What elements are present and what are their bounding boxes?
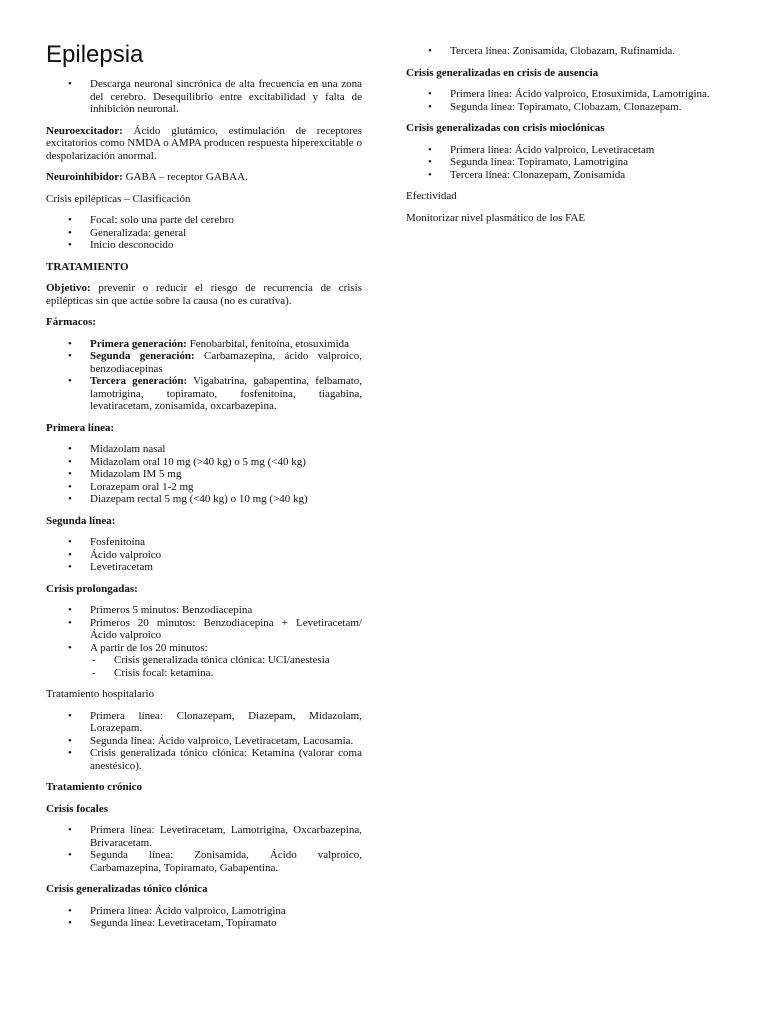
neuroinhibidor-paragraph: Neuroinhibidor: GABA – receptor GABAA.	[46, 171, 248, 183]
hospitalario-list	[46, 710, 362, 773]
objetivo-paragraph: Objetivo: prevenir o reducir el riesgo de recurrencia de crisis epilépticas sin que actúe sobre la causa (no es curativa).	[46, 282, 362, 307]
intro-list	[46, 78, 362, 116]
left-column	[46, 78, 362, 939]
list-item: • Primera generación: Fenobarbital, fenitoína, etosuximida	[90, 338, 362, 351]
list-item: • Tercera línea: Clonazepam, Zonisamida	[450, 169, 722, 182]
farmacos-list	[46, 338, 362, 413]
prolongadas-sublist	[90, 654, 362, 679]
segunda-linea-list	[46, 536, 362, 574]
list-item: • Fosfenitoína	[90, 536, 362, 549]
focales-list	[46, 824, 362, 874]
list-item: • Midazolam IM 5 mg	[90, 468, 362, 481]
list-item: • Primeros 20 minutos: Benzodiacepina + Levetiracetam/Ácido valproico	[90, 617, 362, 642]
mioclonicas-list	[406, 144, 722, 182]
list-item: • Generalizada: general	[90, 227, 362, 240]
tratamiento-heading: TRATAMIENTO	[46, 260, 129, 273]
monitorizar-text: Monitorizar nivel plasmático de los FAE	[406, 211, 586, 224]
efectividad-text: Efectividad	[406, 190, 457, 202]
prolongadas-heading: Crisis prolongadas:	[46, 582, 138, 595]
list-item: • A partir de los 20 minutos: - Crisis generalizada tónica clónica: UCI/anestesia - Crisis focal: ketamina.	[90, 642, 362, 680]
neuroexcitador-paragraph: Neuroexcitador: Ácido glutámico, estimulación de receptores excitatorios como NMDA o AMPA producen respuesta hiperexcitable o despolarización anormal.	[46, 124, 362, 162]
primera-linea-list	[46, 443, 362, 506]
segunda-linea-heading: Segunda línea:	[46, 514, 116, 527]
list-subitem: - Crisis generalizada tónica clónica: UCI/anestesia	[114, 654, 362, 667]
list-item: • Primeros 5 minutos: Benzodiacepina	[90, 604, 362, 617]
list-item: • Segunda generación: Carbamazepina, ácido valproico, benzodiacepinas	[90, 350, 362, 375]
list-item: • Primera línea: Clonazepam, Diazepam, Midazolam, Lorazepam.	[90, 710, 362, 735]
list-item: • Tercera línea: Zonisamida, Clobazam, Rufinamida.	[450, 45, 722, 58]
farmacos-heading: Fármacos:	[46, 316, 97, 328]
ausencia-heading: Crisis generalizadas en crisis de ausencia	[406, 66, 599, 79]
clasificacion-heading: Crisis epilépticas – Clasificación	[46, 192, 191, 205]
cronico-heading: Tratamiento crónico	[46, 781, 143, 793]
list-item: • Segunda línea: Zonisamida, Ácido valproico, Carbamazepina, Topiramato, Gabapentina.	[90, 849, 362, 874]
hospitalario-heading: Tratamiento hospitalario	[46, 688, 155, 700]
list-item: • Midazolam nasal	[90, 443, 362, 456]
list-item: • Segunda línea: Levetiracetam, Topiramato	[90, 917, 362, 930]
list-item: • Primera línea: Levetiracetam, Lamotrigina, Oxcarbazepina, Brivaracetam.	[90, 824, 362, 849]
page-title: Epilepsia	[46, 41, 144, 68]
right-column	[406, 45, 722, 233]
right-top-list	[406, 45, 722, 58]
focales-heading: Crisis focales	[46, 802, 109, 815]
tonico-clonica-list	[46, 905, 362, 930]
mioclonicas-heading: Crisis generalizadas con crisis mioclónicas	[406, 122, 605, 134]
list-item: • Ácido valproico	[90, 549, 362, 562]
list-item: • Segunda línea: Topiramato, Clobazam, Clonazepam.	[450, 101, 722, 114]
list-item: • Primera línea: Ácido valproico, Levetiracetam	[450, 144, 722, 157]
list-item: • Midazolam oral 10 mg (>40 kg) o 5 mg (<40 kg)	[90, 456, 362, 469]
list-item: • Levetiracetam	[90, 561, 362, 574]
list-item: • Tercera generación: Vigabatrina, gabapentina, felbamato, lamotrigina, topiramato, fosfenitoína, tiagabina, levatiracetam, zonisamida, oxcarbazepina.	[90, 375, 362, 413]
list-item: • Segunda línea: Topiramato, Lamotrigina	[450, 156, 722, 169]
list-item: • Lorazepam oral 1-2 mg	[90, 481, 362, 494]
list-item: • Crisis generalizada tónico clónica: Ketamina (valorar coma anestésico).	[90, 747, 362, 772]
ausencia-list	[406, 88, 722, 113]
list-item: • Primera línea: Ácido valproico, Etosuximida, Lamotrigina.	[450, 88, 722, 101]
prolongadas-list	[46, 604, 362, 679]
list-subitem: - Crisis focal: ketamina.	[114, 667, 362, 680]
clasificacion-list	[46, 214, 362, 252]
list-item: • Segunda línea: Ácido valproico, Levetiracetam, Lacosamia.	[90, 735, 362, 748]
tonico-clonica-heading: Crisis generalizadas tónico clónica	[46, 883, 208, 895]
list-item: • Descarga neuronal sincrónica de alta frecuencia en una zona del cerebro. Desequilibrio entre excitabilidad y falta de inhibición neuronal.	[90, 78, 362, 116]
list-item: • Diazepam rectal 5 mg (<40 kg) o 10 mg (>40 kg)	[90, 493, 362, 506]
list-item: • Primera línea: Ácido valproico, Lamotrigina	[90, 905, 362, 918]
primera-linea-heading: Primera línea:	[46, 421, 115, 434]
list-item: • Focal: solo una parte del cerebro	[90, 214, 362, 227]
list-item: • Inicio desconocido	[90, 239, 362, 252]
